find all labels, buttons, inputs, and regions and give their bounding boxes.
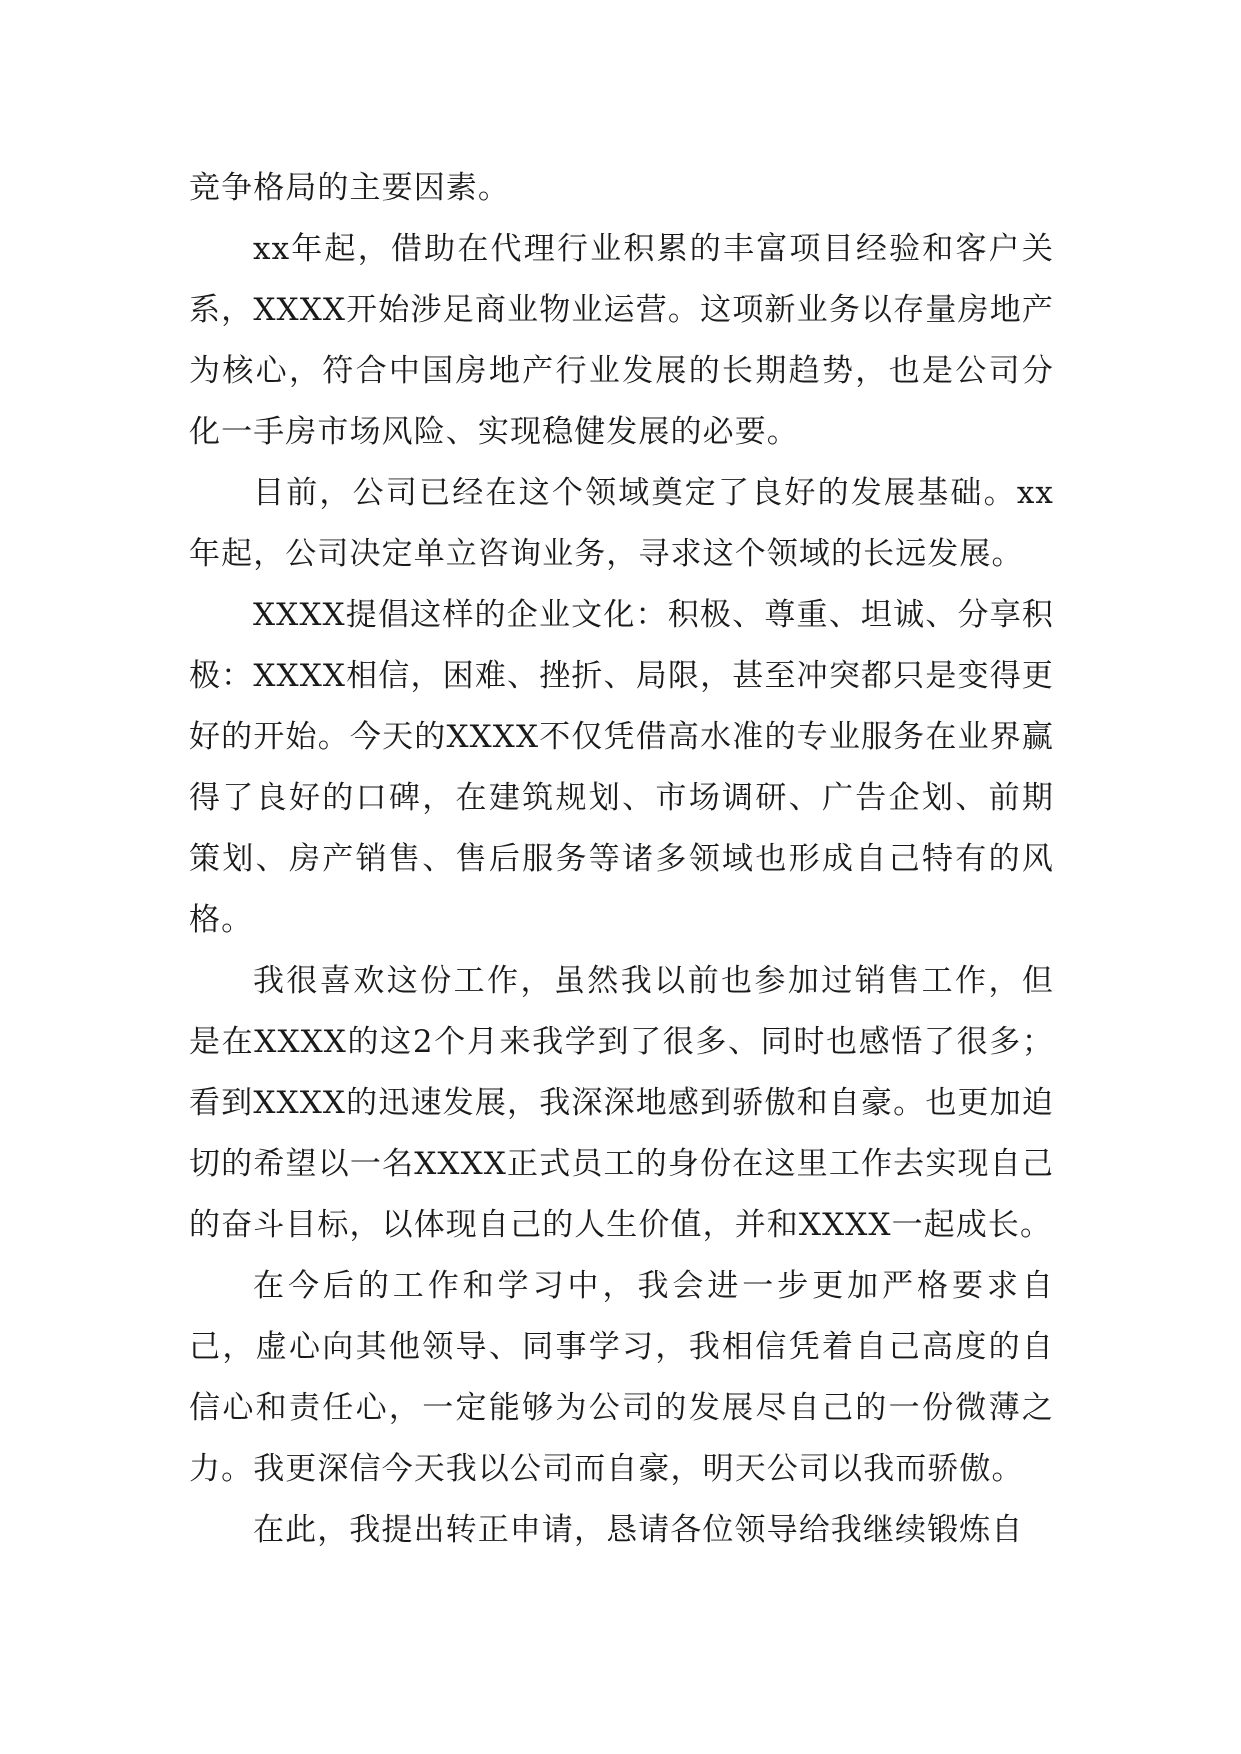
paragraph-continued: 竞争格局的主要因素。 [189,170,510,206]
paragraph-application-request: 在此，我提出转正申请，恳请各位领导给我继续锻炼自 [253,1512,1024,1548]
paragraph-business-expansion: xx年起，借助在代理行业积累的丰富项目经验和客户关系，XXXX开始涉足商业物业运营。这项新业务以存量房地产为核心，符合中国房地产行业发展的长期趋势，也是公司分化一手房市场风险、实现稳健发展的必要。 [189,231,1054,450]
paragraph-consulting: 目前，公司已经在这个领域奠定了良好的发展基础。xx年起，公司决定单立咨询业务，寻求这个领域的长远发展。 [189,475,1054,572]
paragraph-future-commitment: 在今后的工作和学习中，我会进一步更加严格要求自己，虚心向其他领导、同事学习，我相信凭着自己高度的自信心和责任心，一定能够为公司的发展尽自己的一份微薄之力。我更深信今天我以公司而自豪，明天公司以我而骄傲。 [189,1268,1054,1487]
document-body [189,158,1054,1561]
paragraph-personal-experience: 我很喜欢这份工作，虽然我以前也参加过销售工作，但是在XXXX的这2个月来我学到了很多、同时也感悟了很多；看到XXXX的迅速发展，我深深地感到骄傲和自豪。也更加迫切的希望以一名XXXX正式员工的身份在这里工作去实现自己的奋斗目标，以体现自己的人生价值，并和XXXX一起成长。 [189,963,1054,1243]
paragraph-culture: XXXX提倡这样的企业文化：积极、尊重、坦诚、分享积极：XXXX相信，困难、挫折、局限，甚至冲突都只是变得更好的开始。今天的XXXX不仅凭借高水准的专业服务在业界赢得了良好的口碑，在建筑规划、市场调研、广告企划、前期策划、房产销售、售后服务等诸多领域也形成自己特有的风格。 [189,597,1054,938]
